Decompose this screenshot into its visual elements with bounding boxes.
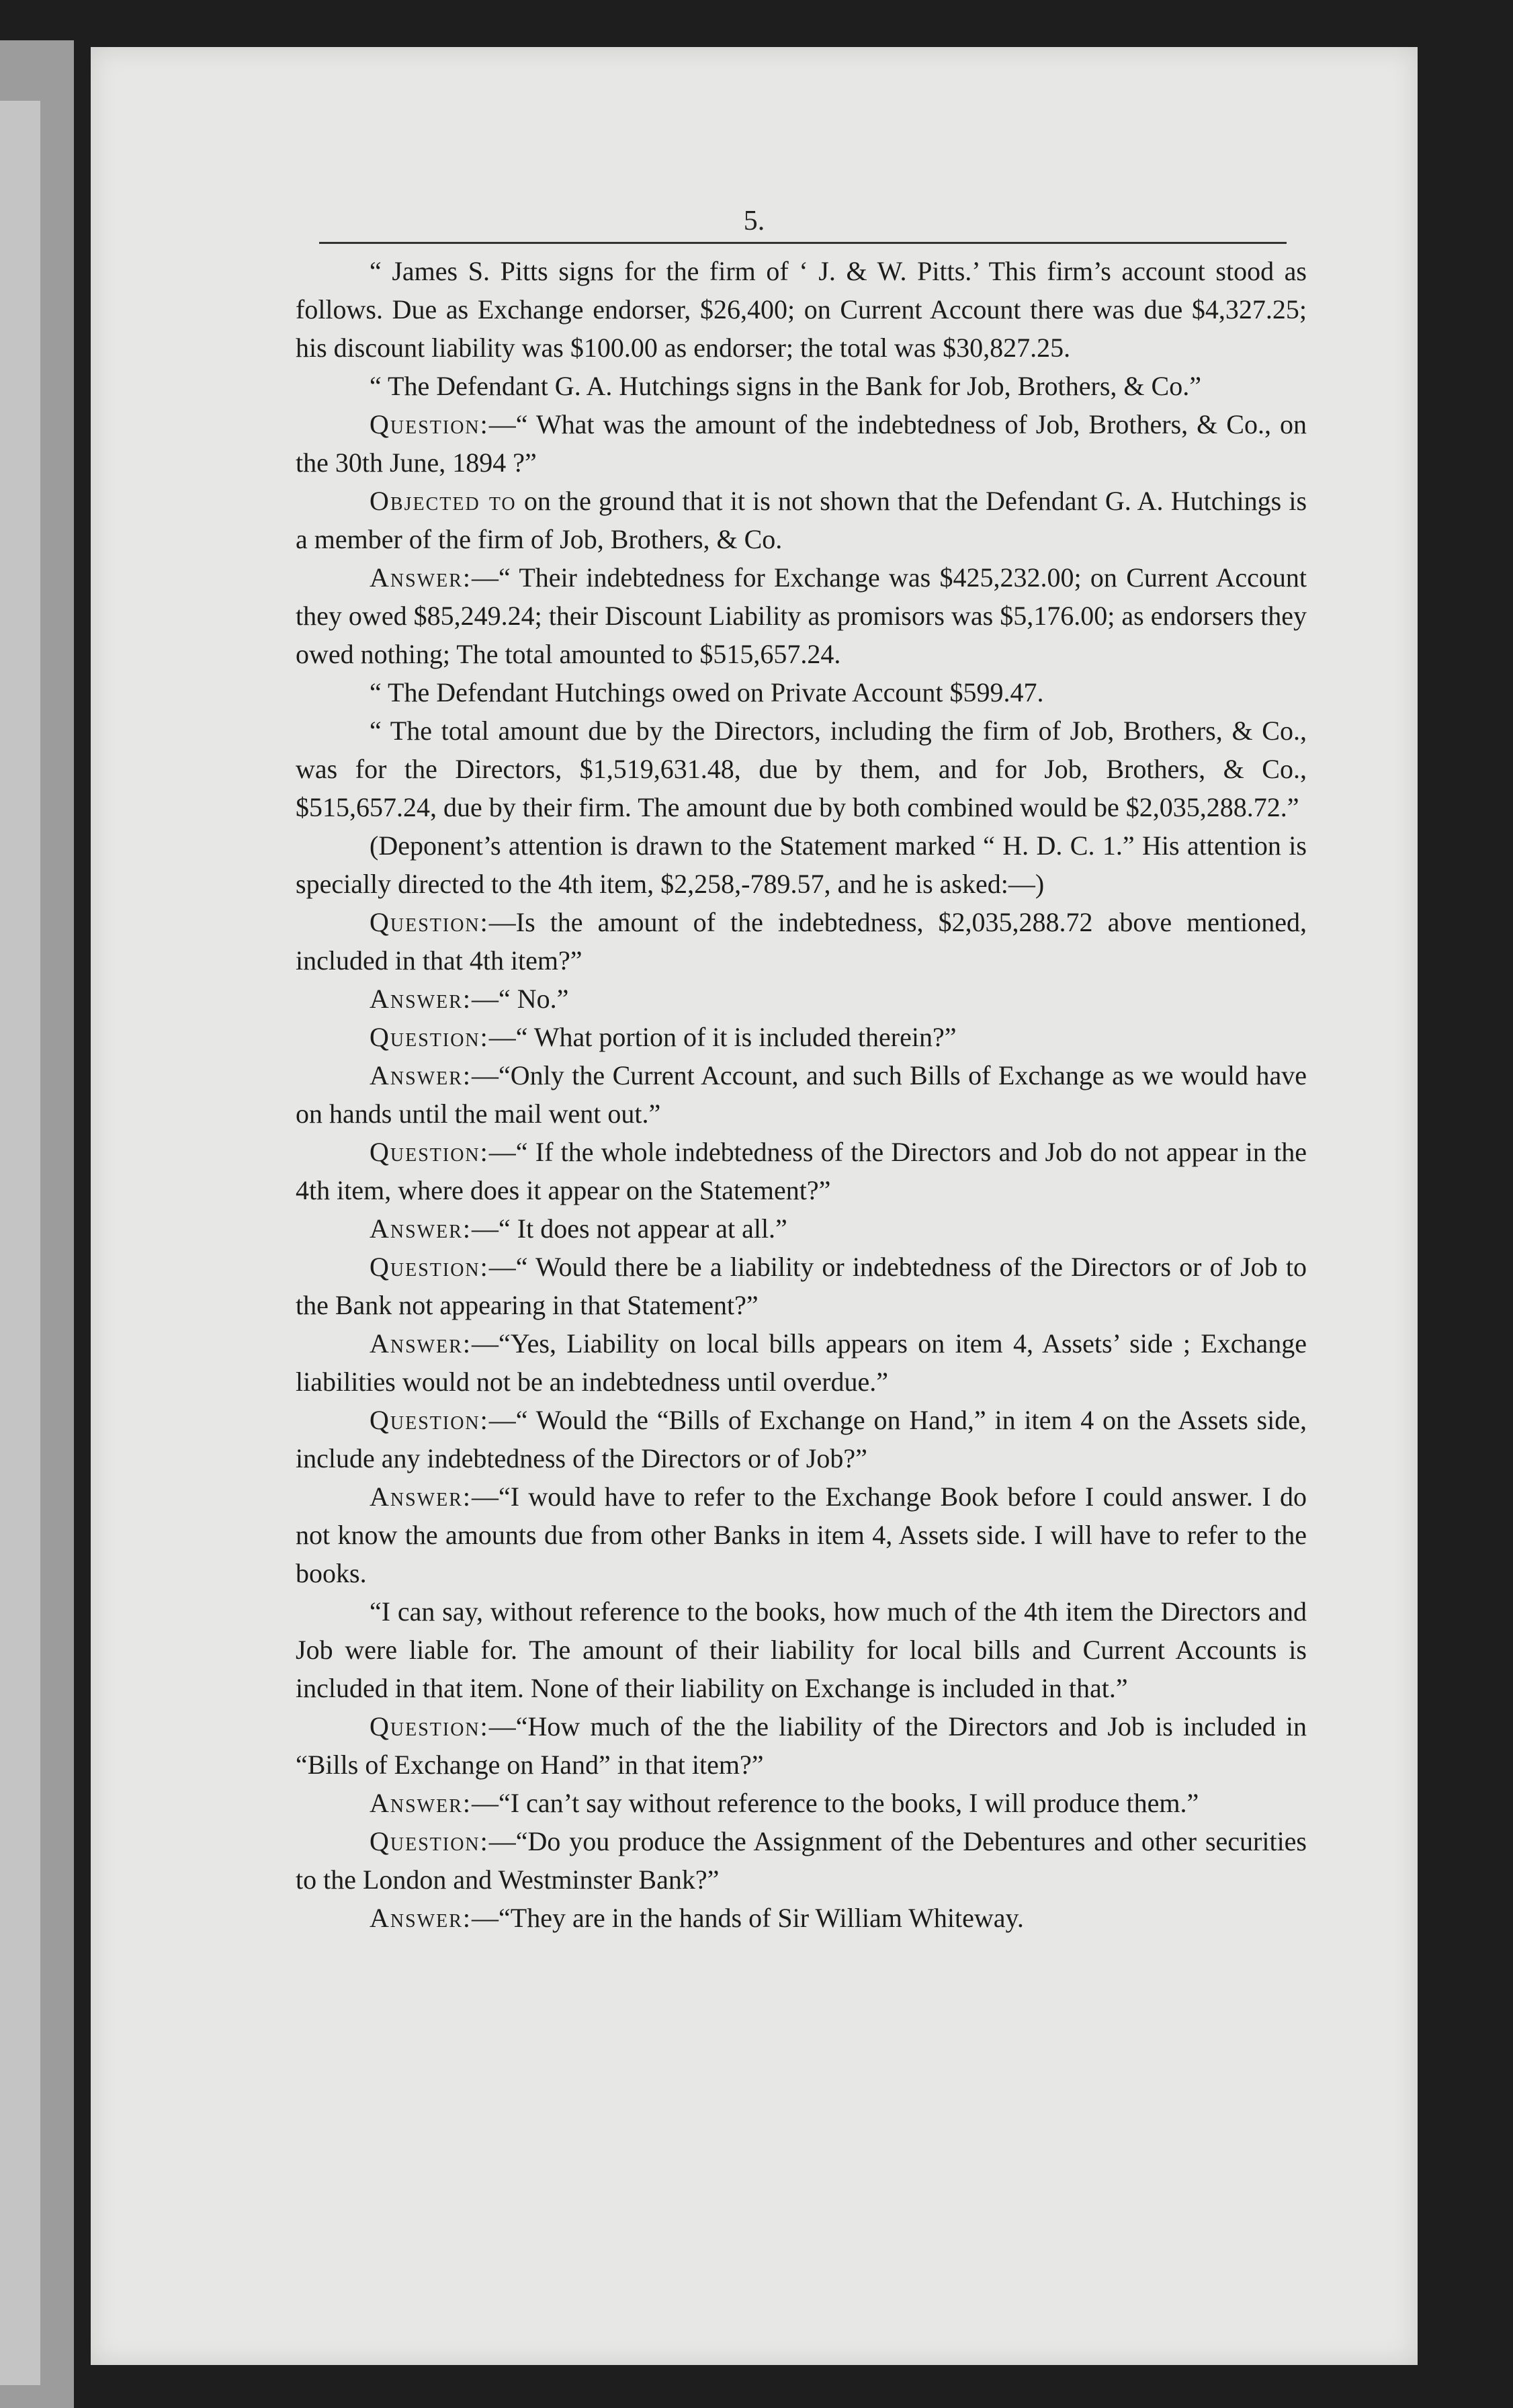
speaker-label: Answer: <box>370 1328 472 1359</box>
paragraph <box>296 1018 1307 1056</box>
speaker-label: Answer: <box>370 1788 472 1818</box>
paragraph <box>296 1133 1307 1209</box>
paragraph-text: —“Only the Current Account, and such Bills of Exchange as we would have on hands until the mail went out.” <box>296 1060 1307 1129</box>
paragraph-text: —“ Their indebtedness for Exchange was $425,232.00; on Current Account they owed $85,249.24; their Discount Liability as promisors was $5,176.00; as endorsers they owed nothing; The total amounted to $515,657.24. <box>296 562 1307 669</box>
adjacent-page-edge <box>0 40 74 2408</box>
paragraph-text: —“ What portion of it is included therein?” <box>488 1022 957 1052</box>
paragraph-text: “ The Defendant Hutchings owed on Private Account $599.47. <box>370 677 1044 707</box>
paragraph-text: —“ What was the amount of the indebtedness of Job, Brothers, & Co., on the 30th June, 1894 ?” <box>296 409 1307 478</box>
paragraph-text: —“How much of the the liability of the Directors and Job is included in “Bills of Exchange on Hand” in that item?” <box>296 1711 1307 1780</box>
paragraph-text: —“ If the whole indebtedness of the Directors and Job do not appear in the 4th item, where does it appear on the Statement?” <box>296 1137 1307 1205</box>
speaker-label: Question: <box>370 1022 489 1052</box>
speaker-label: Answer: <box>370 1060 472 1090</box>
paragraph-text: —“ No.” <box>472 984 569 1014</box>
paragraph-text: —“ It does not appear at all.” <box>472 1213 787 1244</box>
paragraph-text: —“I would have to refer to the Exchange Book before I could answer. I do not know the amounts due from other Banks in item 4, Assets side. I will have to refer to the books. <box>296 1481 1307 1588</box>
paragraph-text: —“Do you produce the Assignment of the Debentures and other securities to the London and Westminster Bank?” <box>296 1826 1307 1895</box>
speaker-label: Question: <box>370 1137 489 1167</box>
paragraph <box>296 1056 1307 1133</box>
speaker-label: Question: <box>370 907 489 937</box>
paragraph <box>296 1324 1307 1401</box>
paragraph-text: —“Yes, Liability on local bills appears on item 4, Assets’ side ; Exchange liabilities would not be an indebtedness until overdue.” <box>296 1328 1307 1397</box>
paragraph-text: “I can say, without reference to the books, how much of the 4th item the Directors and Job were liable for. The amount of their liability for local bills and Current Accounts is included in that item. None of their liability on Exchange is included in that.” <box>296 1596 1307 1703</box>
paragraph <box>296 980 1307 1018</box>
paragraph <box>296 903 1307 980</box>
paragraph <box>296 1401 1307 1477</box>
paragraph <box>296 1248 1307 1324</box>
paragraph <box>296 1592 1307 1707</box>
paragraph-text: (Deponent’s attention is drawn to the Statement marked “ H. D. C. 1.” His attention is specially directed to the 4th item, $2,258,-789.57, and he is asked:—) <box>296 830 1307 899</box>
paragraph <box>296 826 1307 903</box>
speaker-label: Answer: <box>370 1213 472 1244</box>
paragraph-text: —“ Would the “Bills of Exchange on Hand,” in item 4 on the Assets side, include any indebtedness of the Directors or of Job?” <box>296 1405 1307 1473</box>
adjacent-page-edge-inner <box>0 101 40 2385</box>
speaker-label: Answer: <box>370 1903 472 1933</box>
paragraph-text: “ The Defendant G. A. Hutchings signs in the Bank for Job, Brothers, & Co.” <box>370 371 1201 401</box>
page-body-text <box>296 252 1307 1937</box>
paragraph <box>296 1784 1307 1822</box>
paragraph <box>296 673 1307 712</box>
paragraph-text: “ The total amount due by the Directors, including the firm of Job, Brothers, & Co., was for the Directors, $1,519,631.48, due by them, and for Job, Brothers, & Co., $515,657.24, due by their firm. The amount due by both combined would be $2,035,288.72.” <box>296 716 1307 822</box>
speaker-label: Question: <box>370 409 489 439</box>
paragraph-text: —“I can’t say without reference to the books, I will produce them.” <box>472 1788 1199 1818</box>
speaker-label: Answer: <box>370 562 472 593</box>
paragraph-text: on the ground that it is not shown that the Defendant G. A. Hutchings is a member of the firm of Job, Brothers, & Co. <box>296 486 1307 554</box>
paragraph <box>296 1899 1307 1937</box>
speaker-label: Question: <box>370 1826 489 1856</box>
document-page <box>91 47 1418 2365</box>
paragraph-text: —Is the amount of the indebtedness, $2,035,288.72 above mentioned, included in that 4th item?” <box>296 907 1307 976</box>
paragraph <box>296 558 1307 673</box>
paragraph <box>296 252 1307 367</box>
speaker-label: Objected to <box>370 486 517 516</box>
speaker-label: Question: <box>370 1711 489 1742</box>
page-number: 5. <box>743 206 765 236</box>
speaker-label: Answer: <box>370 1481 472 1512</box>
paragraph <box>296 1707 1307 1784</box>
speaker-label: Question: <box>370 1252 489 1282</box>
paragraph-text: “ James S. Pitts signs for the firm of ‘ J. & W. Pitts.’ This firm’s account stood as follows. Due as Exchange endorser, $26,400; on Current Account there was due $4,327.25; his discount liability was $100.00 as endorser; the total was $30,827.25. <box>296 256 1307 363</box>
paragraph <box>296 367 1307 405</box>
speaker-label: Answer: <box>370 984 472 1014</box>
paragraph <box>296 1477 1307 1592</box>
paragraph <box>296 712 1307 826</box>
header-rule <box>319 242 1287 244</box>
paragraph <box>296 1209 1307 1248</box>
paragraph-text: —“ Would there be a liability or indebtedness of the Directors or of Job to the Bank not appearing in that Statement?” <box>296 1252 1307 1320</box>
paragraph <box>296 482 1307 558</box>
speaker-label: Question: <box>370 1405 489 1435</box>
paragraph <box>296 405 1307 482</box>
paragraph-text: —“They are in the hands of Sir William Whiteway. <box>472 1903 1024 1933</box>
paragraph <box>296 1822 1307 1899</box>
